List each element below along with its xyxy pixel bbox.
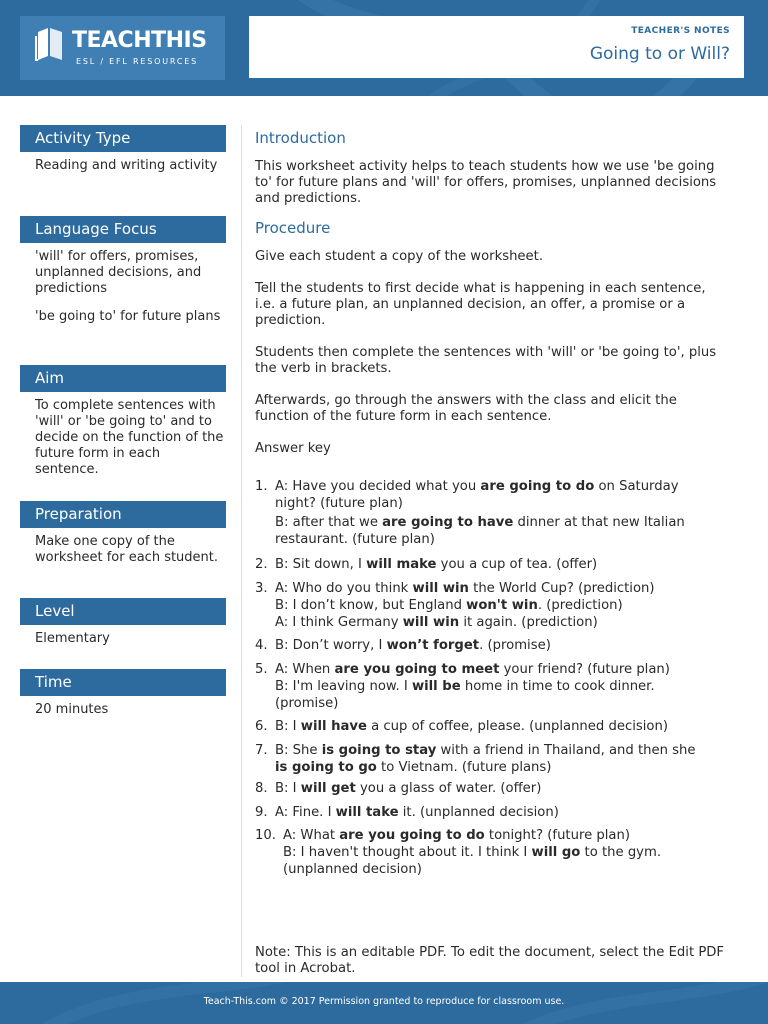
answer-line bbox=[275, 597, 730, 614]
procedure-step: Students then complete the sentences with 'will' or 'be going to', plus the verb in brackets. bbox=[255, 345, 717, 376]
answer-text: A: When bbox=[275, 662, 335, 677]
section-text: Make one copy of the worksheet for each student. bbox=[35, 534, 219, 565]
section-heading: Aim bbox=[20, 365, 226, 392]
answer-text: a cup of coffee, please. (unplanned decision) bbox=[366, 719, 668, 734]
answer-item bbox=[255, 804, 730, 821]
answer-item bbox=[255, 827, 730, 878]
section-text: Reading and writing activity bbox=[35, 158, 218, 173]
sidebar-section-aim bbox=[20, 365, 226, 501]
section-text: To complete sentences with 'will' or 'be going to' and to decide on the function of the future form in each sentence. bbox=[35, 398, 224, 477]
section-body bbox=[20, 625, 226, 669]
answer-text: restaurant. (future plan) bbox=[275, 532, 435, 547]
answer-verb-form: will win bbox=[412, 581, 469, 596]
answer-text: your friend? (future plan) bbox=[499, 662, 670, 677]
section-heading: Level bbox=[20, 598, 226, 625]
section-heading: Activity Type bbox=[20, 125, 226, 152]
answer-text: A: Fine. I bbox=[275, 805, 336, 820]
answer-text: it. (unplanned decision) bbox=[398, 805, 559, 820]
answer-line bbox=[275, 495, 730, 512]
answer-line bbox=[275, 695, 730, 712]
answer-number: 7. bbox=[255, 743, 268, 758]
document-title: Going to or Will? bbox=[589, 44, 730, 64]
book-logo-icon bbox=[34, 26, 66, 62]
answer-text: A: Who do you think bbox=[275, 581, 413, 596]
answer-item bbox=[255, 780, 730, 797]
answer-verb-form: are going to do bbox=[480, 479, 595, 494]
answer-text: B: I haven't thought about it. I think I bbox=[283, 845, 532, 860]
answer-verb-form: will take bbox=[335, 805, 399, 820]
answer-line bbox=[275, 514, 730, 531]
section-body bbox=[20, 696, 226, 732]
answer-text: B: She bbox=[275, 743, 322, 758]
answer-number: 8. bbox=[255, 781, 268, 796]
main-content bbox=[255, 130, 725, 457]
answer-text: night? (future plan) bbox=[275, 496, 403, 511]
answer-line bbox=[275, 580, 730, 597]
answer-number: 2. bbox=[255, 557, 268, 572]
answer-line bbox=[275, 742, 730, 759]
answer-line bbox=[275, 614, 730, 631]
answer-verb-form: will win bbox=[402, 615, 460, 630]
answer-text: B: Don’t worry, I bbox=[275, 638, 387, 653]
procedure-step: Afterwards, go through the answers with the class and elicit the function of the future form in each sentence. bbox=[255, 393, 677, 424]
answer-line bbox=[275, 478, 730, 495]
answer-line bbox=[275, 661, 730, 678]
section-body bbox=[20, 243, 226, 365]
section-heading: Preparation bbox=[20, 501, 226, 528]
sidebar-section-time bbox=[20, 669, 226, 732]
answer-text: B: I'm leaving now. I bbox=[275, 679, 412, 694]
answer-verb-form: will get bbox=[300, 781, 356, 796]
answer-text: A: I think Germany bbox=[275, 615, 403, 630]
answer-text: you a cup of tea. (offer) bbox=[436, 557, 598, 572]
answer-verb-form: won't win bbox=[466, 598, 538, 613]
introduction-heading: Introduction bbox=[255, 129, 346, 147]
answer-text: dinner at that new Italian bbox=[513, 515, 685, 530]
procedure-step: Tell the students to first decide what is happening in each sentence, i.e. a future plan, an unplanned decision, an offer, a promise or a prediction. bbox=[255, 281, 706, 328]
answer-text: . (prediction) bbox=[537, 598, 623, 613]
section-body bbox=[20, 152, 226, 216]
answer-text: B: Sit down, I bbox=[275, 557, 367, 572]
section-text: 20 minutes bbox=[35, 702, 109, 717]
column-divider bbox=[241, 125, 242, 977]
answer-line bbox=[283, 844, 730, 861]
procedure-step: Give each student a copy of the worksheet. bbox=[255, 249, 544, 264]
answer-line bbox=[275, 780, 730, 797]
answer-verb-form: won’t forget bbox=[386, 638, 480, 653]
info-sidebar bbox=[20, 125, 226, 732]
answer-verb-form: will go bbox=[531, 845, 581, 860]
sidebar-section-preparation bbox=[20, 501, 226, 598]
answer-verb-form: will make bbox=[366, 557, 437, 572]
answer-text: A: What bbox=[283, 828, 340, 843]
answer-number: 6. bbox=[255, 719, 268, 734]
answer-line bbox=[283, 827, 730, 844]
answer-item bbox=[255, 580, 730, 631]
logo-tagline: ESL / EFL RESOURCES bbox=[76, 57, 198, 66]
teachthis-logo[interactable] bbox=[20, 16, 225, 80]
answer-text: B: I bbox=[275, 719, 301, 734]
answer-key-label: Answer key bbox=[255, 441, 331, 456]
answer-text: you a glass of water. (offer) bbox=[355, 781, 542, 796]
answer-text: . (promise) bbox=[479, 638, 551, 653]
answer-line bbox=[275, 637, 730, 654]
section-text: 'be going to' for future plans bbox=[35, 309, 221, 324]
answer-line bbox=[275, 556, 730, 573]
answer-text: B: I bbox=[275, 781, 301, 796]
answer-text: the World Cup? (prediction) bbox=[468, 581, 655, 596]
answer-verb-form: is going to go bbox=[275, 760, 377, 775]
answer-text: it again. (prediction) bbox=[459, 615, 598, 630]
answer-number: 4. bbox=[255, 638, 268, 653]
answer-verb-form: will have bbox=[300, 719, 367, 734]
answer-number: 5. bbox=[255, 662, 268, 677]
answer-item bbox=[255, 661, 730, 712]
answer-number: 9. bbox=[255, 805, 268, 820]
answer-text: home in time to cook dinner. bbox=[460, 679, 655, 694]
section-heading: Time bbox=[20, 669, 226, 696]
answer-text: to Vietnam. (future plans) bbox=[376, 760, 552, 775]
logo-wordmark: TEACHTHIS bbox=[72, 28, 207, 53]
section-text: Elementary bbox=[35, 631, 110, 646]
answer-item bbox=[255, 478, 730, 548]
answer-text: to the gym. bbox=[580, 845, 662, 860]
introduction-text: This worksheet activity helps to teach students how we use 'be going to' for future plans and 'will' for offers, promises, unplanned decisions and predictions. bbox=[255, 159, 717, 206]
sidebar-section-language-focus bbox=[20, 216, 226, 365]
sidebar-section-level bbox=[20, 598, 226, 669]
procedure-heading: Procedure bbox=[255, 219, 331, 237]
answer-verb-form: will be bbox=[411, 679, 461, 694]
answer-line bbox=[275, 531, 730, 548]
answer-item bbox=[255, 742, 730, 776]
answer-item bbox=[255, 637, 730, 654]
answer-number: 10. bbox=[255, 828, 276, 843]
page-footer bbox=[0, 982, 768, 1024]
answer-line bbox=[275, 804, 730, 821]
answer-item bbox=[255, 556, 730, 573]
answer-text: A: Have you decided what you bbox=[275, 479, 481, 494]
section-body bbox=[20, 528, 226, 598]
section-heading: Language Focus bbox=[20, 216, 226, 243]
answer-verb-form: are you going to meet bbox=[334, 662, 500, 677]
section-body bbox=[20, 392, 226, 501]
answer-text: B: after that we bbox=[275, 515, 383, 530]
answer-item bbox=[255, 718, 730, 735]
answer-verb-form: is going to stay bbox=[321, 743, 437, 758]
page-header bbox=[0, 0, 768, 96]
copyright-text: Teach-This.com © 2017 Permission granted to reproduce for classroom use. bbox=[203, 996, 565, 1007]
answer-line bbox=[283, 861, 730, 878]
answer-number: 1. bbox=[255, 479, 268, 494]
answer-text: (unplanned decision) bbox=[283, 862, 422, 877]
answer-line bbox=[275, 678, 730, 695]
answer-text: on Saturday bbox=[594, 479, 679, 494]
section-text: 'will' for offers, promises, unplanned decisions, and predictions bbox=[35, 249, 202, 296]
teachers-notes-label: TEACHER'S NOTES bbox=[631, 26, 730, 36]
answer-text: with a friend in Thailand, and then she bbox=[436, 743, 696, 758]
answer-line bbox=[275, 759, 730, 776]
answer-text: tonight? (future plan) bbox=[484, 828, 631, 843]
answer-verb-form: are going to have bbox=[382, 515, 514, 530]
editable-pdf-note: Note: This is an editable PDF. To edit the document, select the Edit PDF tool in Acrobat. bbox=[255, 945, 725, 977]
answer-number: 3. bbox=[255, 581, 268, 596]
sidebar-section-activity-type bbox=[20, 125, 226, 216]
answer-text: (promise) bbox=[275, 696, 339, 711]
answer-text: B: I don’t know, but England bbox=[275, 598, 467, 613]
answer-verb-form: are you going to do bbox=[339, 828, 485, 843]
answer-line bbox=[275, 718, 730, 735]
title-panel bbox=[249, 16, 744, 78]
